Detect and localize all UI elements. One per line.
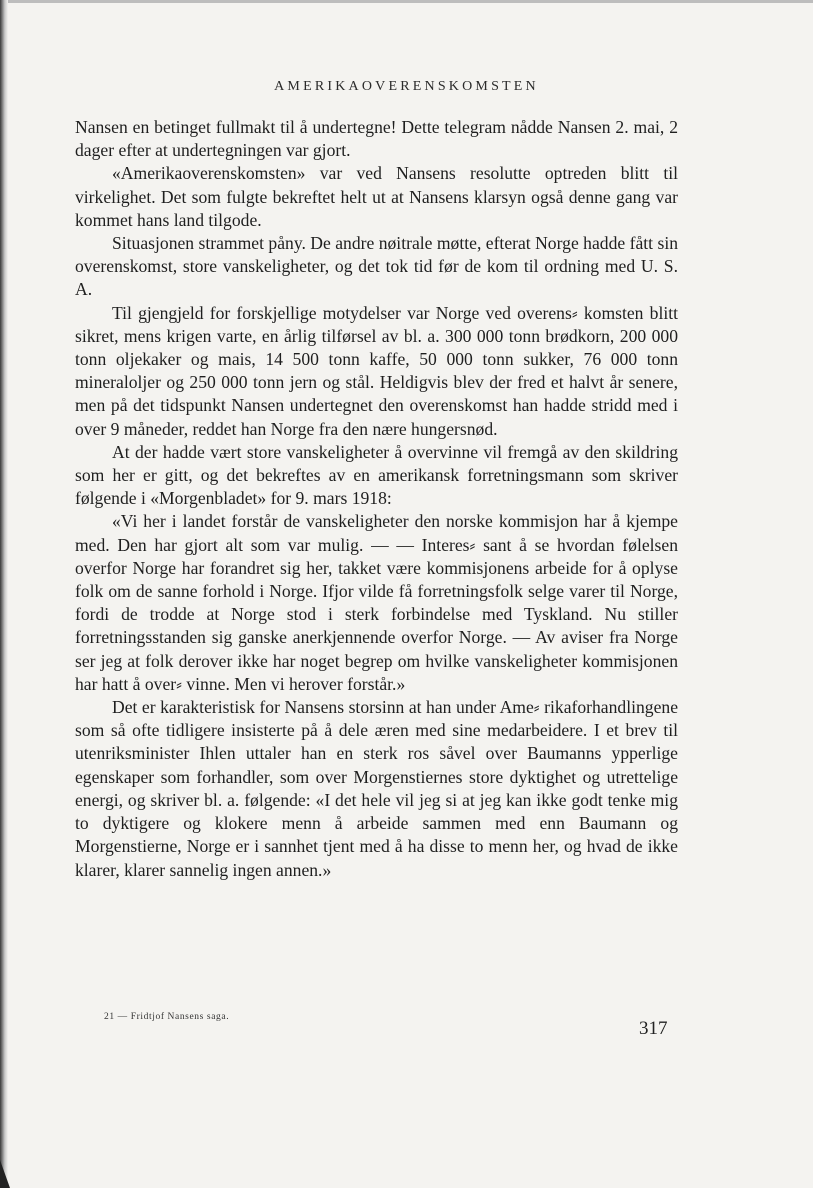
- footnote: 21 — Fridtjof Nansens saga.: [104, 1012, 230, 1022]
- body-text: [75, 116, 678, 882]
- paragraph: «Vi her i landet forstår de vanskeligheter den norske kommisjon har å kjempe med. Den har gjort alt som var mulig. — — Interes⸗ sant å se hvordan følelsen overfor Norge har forandret sig her, takket være kommisjonens arbeide for å oplyse folk om de sanne forhold i Norge. Ifjor vilde få forretningsfolk selge varer til Norge, fordi de trodde at Norge stod i sterk forbindelse med Tyskland. Nu stiller forretningsstanden sig ganske anerkjennende overfor Norge. — Av aviser fra Norge ser jeg at folk derover ikke har noget begrep om hvilke vanskeligheter kommisjonen har hatt å over⸗ vinne. Men vi herover forstår.»: [75, 511, 678, 694]
- page-top-edge: [0, 0, 813, 3]
- paragraph: Nansen en betinget fullmakt til å undertegne! Dette telegram nådde Nansen 2. mai, 2 dager efter at undertegningen var gjort.: [75, 117, 678, 161]
- page-left-edge: [0, 0, 8, 1188]
- running-head: AMERIKAOVERENSKOMSTEN: [274, 79, 539, 94]
- paragraph: Det er karakteristisk for Nansens storsinn at han under Ame⸗ rikaforhandlingene som så ofte tidligere insisterte på å dele æren med sine medarbeidere. I et brev til utenriksminister Ihlen uttaler han en sterk ros såvel over Baumanns ypperlige egenskaper som forhandler, som over Morgenstiernes store dyktighet og utrettelige energi, og skriver bl. a. følgende: «I det hele vil jeg si at jeg kan ikke godt tenke mig to dyktigere og klokere menn å arbeide sammen med enn Baumann og Morgenstierne, Norge er i sannhet tjent med å ha disse to menn her, og hvad de ikke klarer, klarer sannelig ingen annen.»: [75, 697, 678, 880]
- page-number: 317: [639, 1018, 668, 1039]
- paragraph: «Amerikaoverenskomsten» var ved Nansens resolutte optreden blitt til virkelighet. Det som fulgte bekreftet helt ut at Nansens klarsyn også denne gang var kommet hans land tilgode.: [75, 163, 678, 230]
- paragraph: At der hadde vært store vanskeligheter å overvinne vil fremgå av den skildring som her er gitt, og det bekreftes av en amerikansk forretningsmann som skriver følgende i «Morgenbladet» for 9. mars 1918:: [75, 441, 678, 509]
- paragraph: Situasjonen strammet påny. De andre nøitrale møtte, efterat Norge hadde fått sin overenskomst, store vanskeligheter, og det tok tid før de kom til ordning med U. S. A.: [75, 233, 678, 300]
- paragraph: Til gjengjeld for forskjellige motydelser var Norge ved overens⸗ komsten blitt sikret, mens krigen varte, en årlig tilførsel av bl. a. 300 000 tonn brødkorn, 200 000 tonn oljekaker og mais, 14 500 tonn kaffe, 50 000 tonn sukker, 76 000 tonn mineraloljer og 250 000 tonn jern og stål. Heldigvis blev der fred et halvt år senere, men på det tidspunkt Nansen undertegnet den overenskomst han hadde stridd med i over 9 måneder, reddet han Norge fra den nære hungersnød.: [75, 302, 678, 439]
